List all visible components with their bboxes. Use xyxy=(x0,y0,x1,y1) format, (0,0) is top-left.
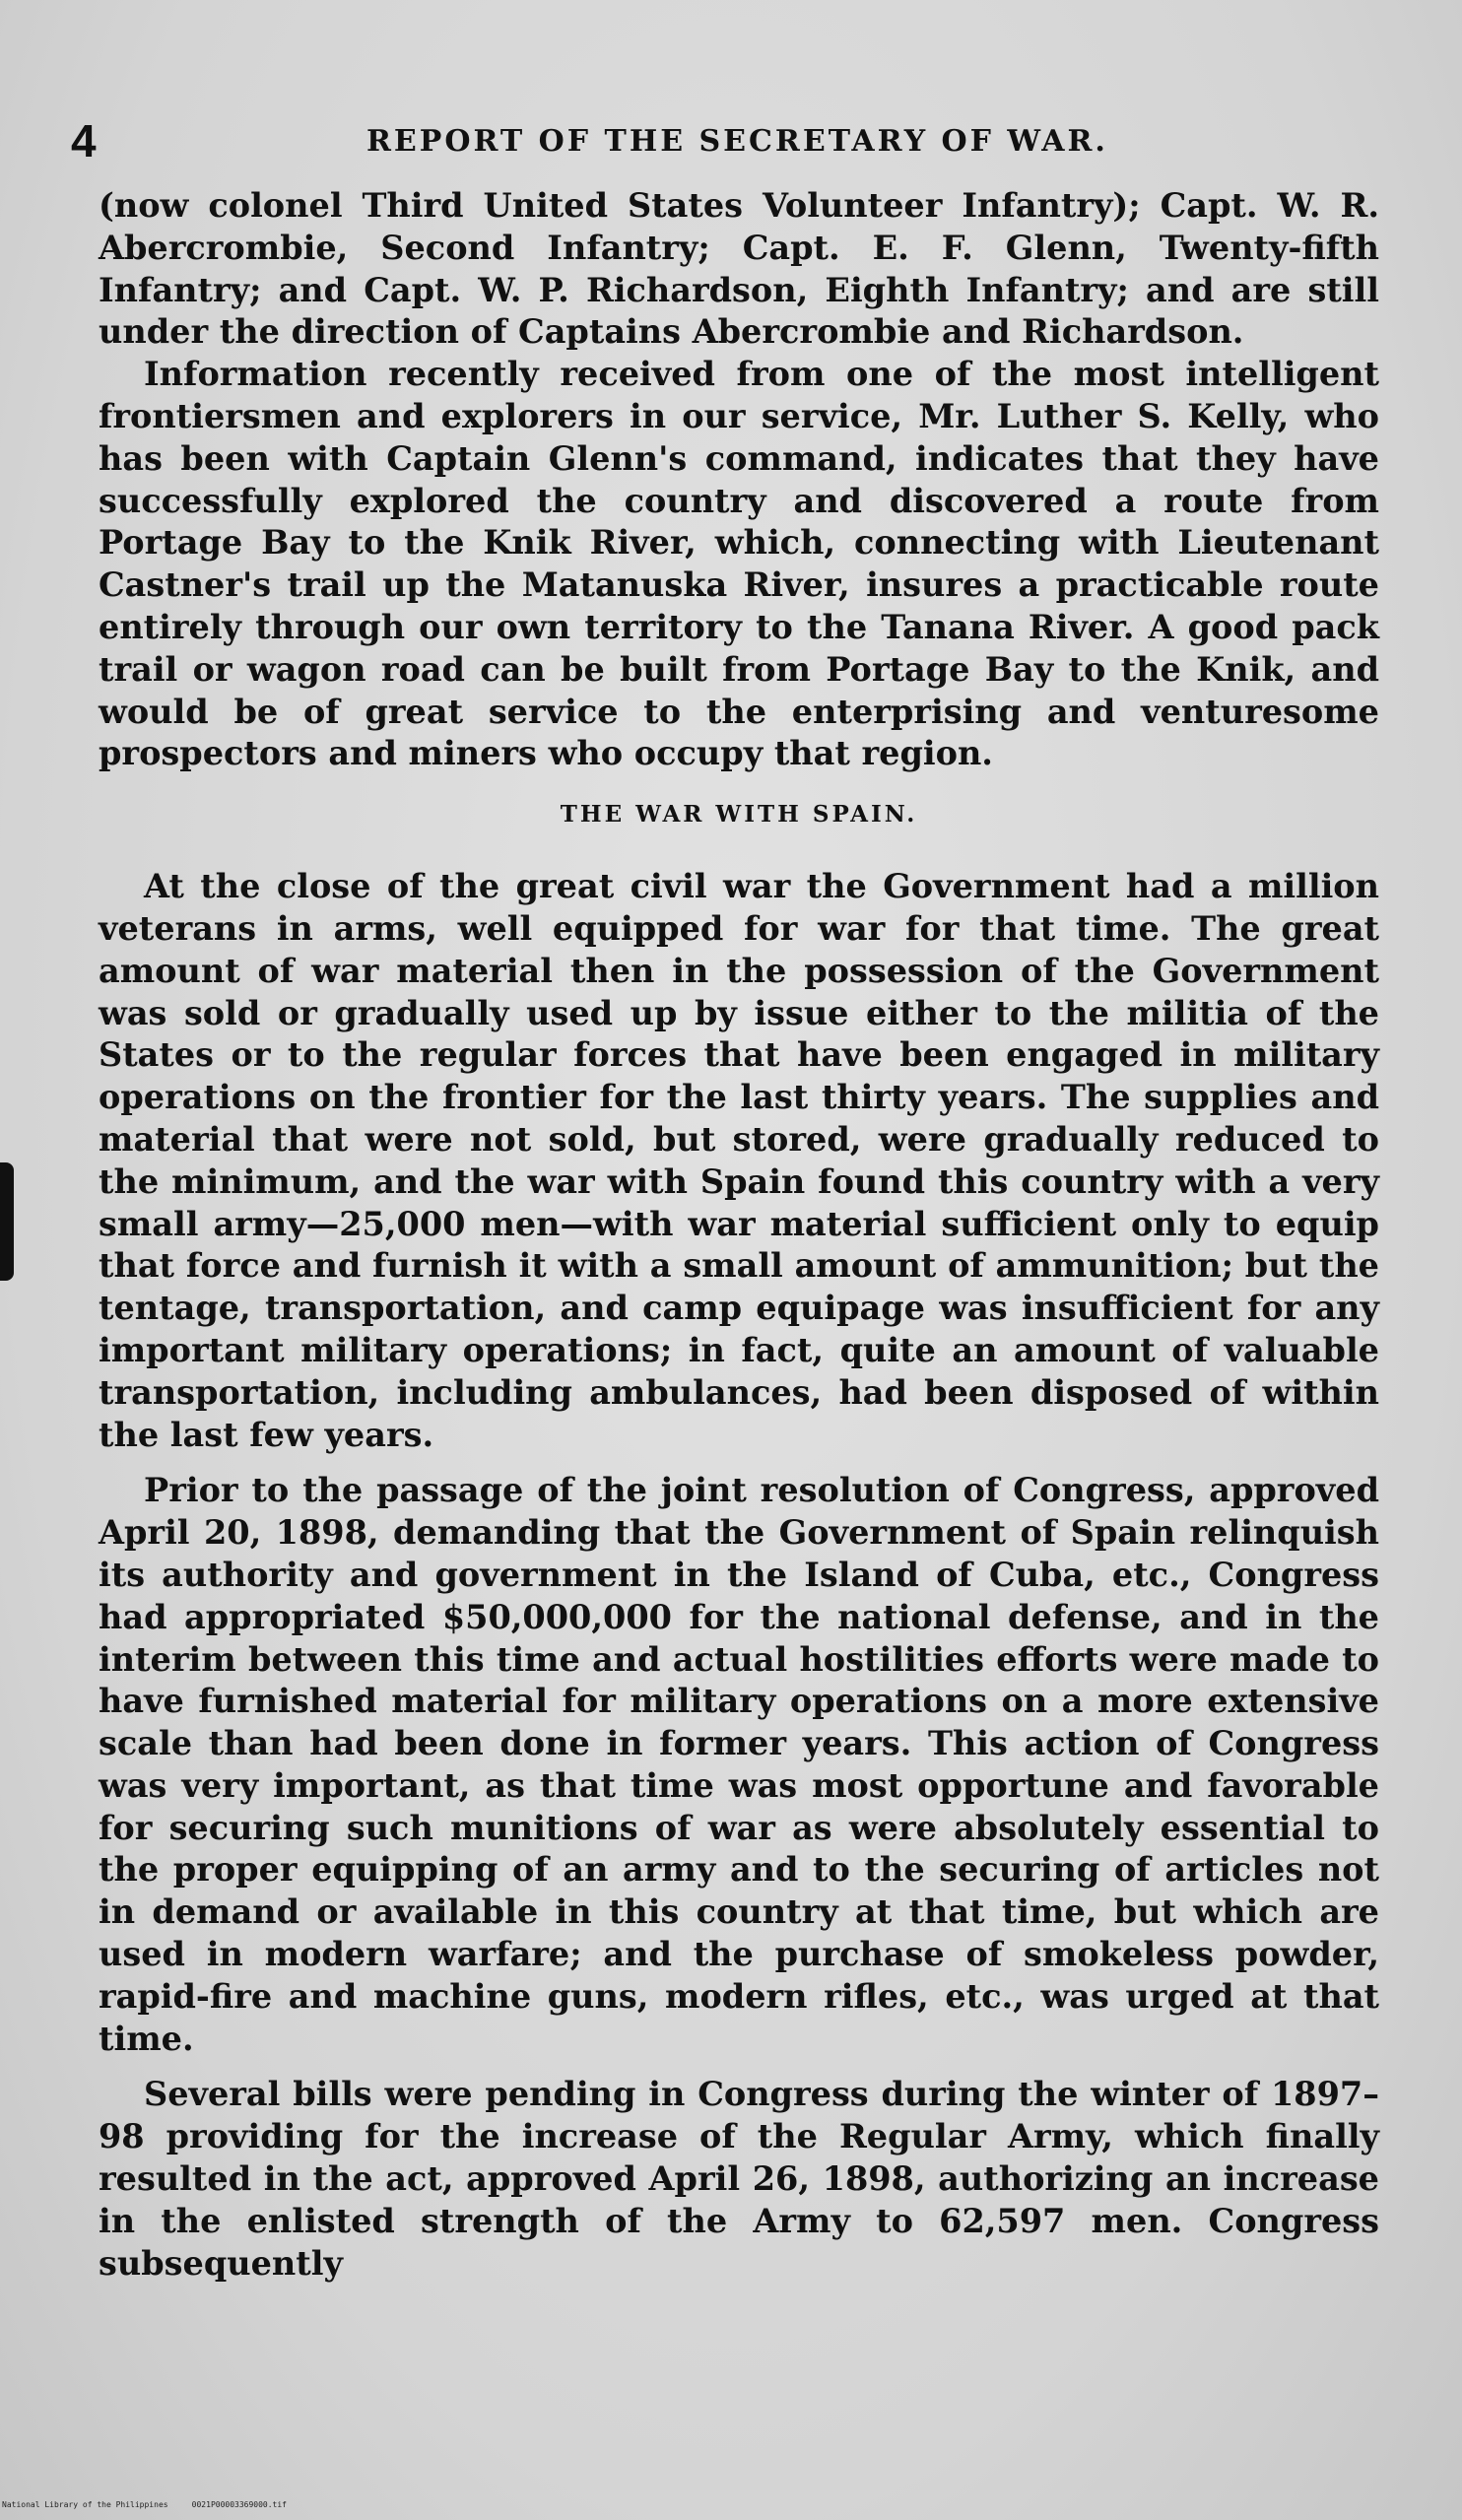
footer-file-id: 0021P00003369000.tif xyxy=(191,2500,287,2509)
section-heading: THE WAR WITH SPAIN. xyxy=(560,801,918,829)
paragraph-civil-war: At the close of the great civil war the Government had a million veterans in arms, well equipped for war for that time. The great amount of war material then in the possession of the Government was sold or gradually used up by issue either to the militia of the States or to the regular forces that have been engaged in military operations on the frontier for the last thirty years. The supplies and material that were not sold, but stored, were gradually reduced to the minimum, and the war with Spain found this country with a very small army—25,000 men—with war material sufficient only to equip that force and furnish it with a small amount of ammunition; but the tentage, transportation, and camp equipage was insufficient for any important military operations; in fact, quite an amount of valuable transportation, including ambulances, had been disposed of within the last few years. xyxy=(99,867,1379,1454)
running-title: REPORT OF THE SECRETARY OF WAR. xyxy=(366,124,1108,159)
paragraph-congress-resolution: Prior to the passage of the joint resolution of Congress, approved April 20, 1898, demanding that the Government of Spain relinquish its authority and government in the Island of Cuba, etc., Congress had appropriated $50,000,000 for the national defense, and in the interim between this time and actual hostilities efforts were made to have furnished material for military operations on a more extensive scale than had been done in former years. This action of Congress was very important, as that time was most opportune and favorable for securing such munitions of war as were absolutely essential to the proper equipping of an army and to the securing of articles not in demand or available in this country at that time, but which are used in modern warfare; and the purchase of smokeless powder, rapid-fire and machine guns, modern rifles, etc., was urged at that time. xyxy=(99,1471,1379,2058)
page-number: 4 xyxy=(71,115,97,166)
paragraph-continuation: (now colonel Third United States Volunteer Infantry); Capt. W. R. Abercrombie, Second Infantry; Capt. E. F. Glenn, Twenty-fifth Infantry; and Capt. W. P. Richardson, Eighth Infantry; and are still under the direction of Captains Abercrombie and Richardson. xyxy=(99,186,1379,352)
scan-footer xyxy=(2,2500,287,2509)
footer-library: National Library of the Philippines xyxy=(2,2500,168,2509)
binding-shadow xyxy=(0,1162,14,1281)
page-header xyxy=(71,116,1352,166)
paragraph-army-increase: Several bills were pending in Congress during the winter of 1897–98 providing for the increase of the Regular Army, which finally resulted in the act, approved April 26, 1898, authorizing an increase in the enlisted strength of the Army to 62,597 men. Congress subsequently xyxy=(99,2075,1379,2283)
body-text xyxy=(99,185,1379,2285)
paragraph-kelly-report: Information recently received from one of the most intelligent frontiersmen and explorers in our service, Mr. Luther S. Kelly, who has been with Captain Glenn's command, indicates that they have successfully explored the country and discovered a route from Portage Bay to the Knik River, which, connecting with Lieutenant Castner's trail up the Matanuska River, insures a practicable route entirely through our own territory to the Tanana River. A good pack trail or wagon road can be built from Portage Bay to the Knik, and would be of great service to the enterprising and venturesome prospectors and miners who occupy that region. xyxy=(99,355,1379,773)
